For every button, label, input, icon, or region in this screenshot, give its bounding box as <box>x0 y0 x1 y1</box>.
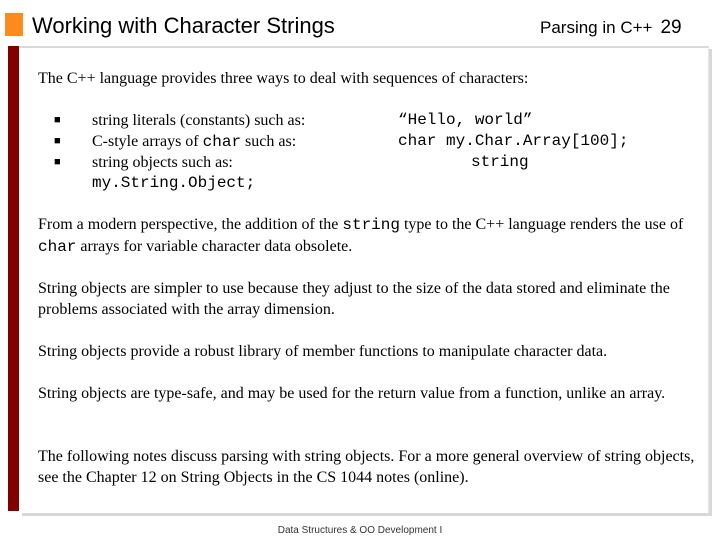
page-number: 29 <box>660 17 682 38</box>
list-item <box>38 152 698 173</box>
intro-text: The C++ language provides three ways to deal with sequences of characters: <box>38 70 529 87</box>
bullet-example: char my.Char.Array[100]; <box>398 132 629 150</box>
list-item <box>38 131 698 152</box>
bullet-text: string objects such as: <box>92 154 233 171</box>
title-accent-square <box>5 13 23 36</box>
slide-title: Working with Character Strings <box>32 13 335 38</box>
list-item-continuation <box>38 173 698 194</box>
header-section <box>540 17 682 39</box>
paragraph-simpler: String objects are simpler to use because they adjust to the size of the data stored and eliminate the problems associated with the array dimension. <box>38 280 670 318</box>
paragraph-following-notes: The following notes discuss parsing with string objects. For a more general overview of string objects, see the Chapter 12 on String Objects in the CS 1044 notes (online). <box>38 448 695 486</box>
square-bullet-icon: ■ <box>54 156 61 168</box>
square-bullet-icon: ■ <box>54 135 61 147</box>
bullet-text: string literals (constants) such as: <box>92 112 306 129</box>
section-label: Parsing in C++ <box>540 18 653 37</box>
bullet-continuation: my.String.Object; <box>92 174 256 192</box>
paragraph-string-type: From a modern perspective, the addition of the string type to the C++ language renders the use of char arrays for variable character data obsolete. <box>38 216 684 256</box>
bullet-example: string <box>471 153 529 171</box>
bullet-example: “Hello, world” <box>398 111 533 129</box>
paragraph-library: String objects provide a robust library of member functions to manipulate character data. <box>38 343 608 360</box>
paragraph-type-safe: String objects are type-safe, and may be used for the return value from a function, unlike an array. <box>38 385 666 402</box>
bullet-list <box>38 110 698 194</box>
square-bullet-icon: ■ <box>54 114 61 126</box>
bullet-text: C-style arrays of char such as: <box>92 133 297 151</box>
footer: Data Structures & OO Development I <box>277 525 443 536</box>
list-item <box>38 110 698 131</box>
left-accent-bar <box>8 46 19 511</box>
